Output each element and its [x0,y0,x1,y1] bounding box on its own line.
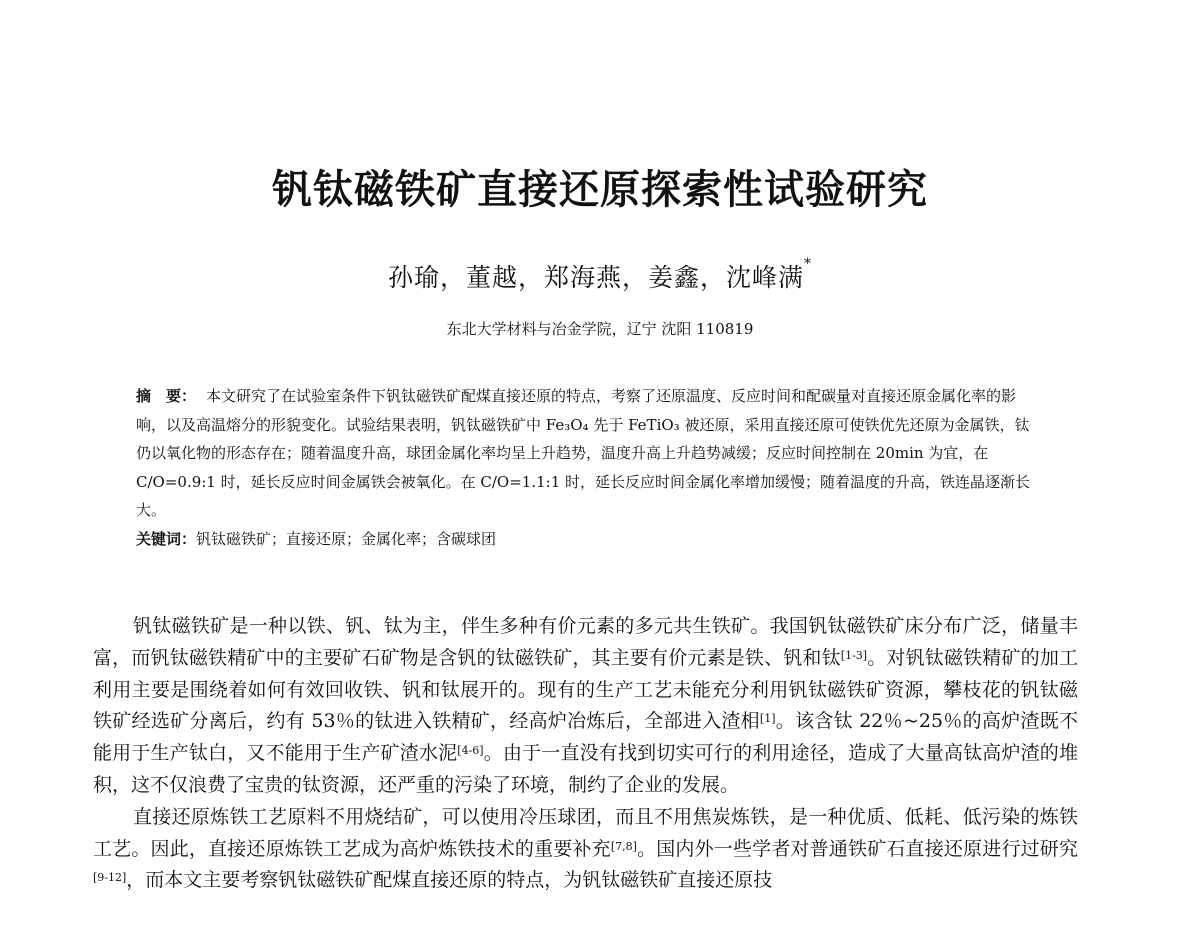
body-text-segment: 。对钒钛磁铁精矿的加工利用主要是围绕着如何有效回收铁、钒和钛展开的。现有的生产工艺未能充分利用钒钛磁铁矿资源，攀枝花的钒钛磁铁矿经选矿分离后，约有 53％的钛进入铁精矿，经高炉冶炼后，全部进入渣相 [93,646,1078,733]
body-text-segment: 。该含钛 22％~25％的高炉渣既不能用于生产钛白，又不能用于生产矿渣水泥 [93,710,1078,765]
citation: [1-3] [840,648,868,662]
authors-names: 孙瑜，董越，郑海燕，姜鑫，沈峰满 [387,263,804,292]
body-text-segment: 钒钛磁铁矿是一种以铁、钒、钛为主，伴生多种有价元素的多元共生铁矿。我国钒钛磁铁矿床分布广泛，储量丰富，而钒钛磁铁精矿中的主要矿石矿物是含钒的钛磁铁矿，其主要有价元素是铁、钒和钛 [93,615,1078,669]
body-paragraph-2 [93,802,1078,897]
body-text [93,611,1078,897]
abstract-label: 摘 要： [136,387,197,405]
affiliation: 东北大学材料与冶金学院，辽宁 沈阳 110819 [446,320,754,338]
citation: [4-6] [457,744,484,758]
citation: [7,8] [610,839,637,853]
abstract-text: 本文研究了在试验室条件下钒钛磁铁矿配煤直接还原的特点，考察了还原温度、反应时间和配碳量对直接还原金属化率的影响，以及高温熔分的形貌变化。试验结果表明，钒钛磁铁矿中 Fe₃O₄ 先于 FeTiO₃ 被还原，采用直接还原可使铁优先还原为金属铁，钛仍以氧化物的形态存在；随着温度升高，球团金属化率均呈上升趋势，温度升高上升趋势减缓；反应时间控制在 20min 为宜，在 C/O=0.9:1 时，延长反应时间金属铁会被氧化。在 C/O=1.1:1 时，延长反应时间金属化率增加缓慢；随着温度的升高，铁连晶逐渐长大。 [136,387,1031,519]
keywords-label: 关键词： [136,529,197,548]
body-paragraph-1 [93,611,1078,802]
body-text-segment: 。国内外一些学者对普通铁矿石直接还原进行过研究 [636,837,1078,860]
citation: [1] [759,712,776,726]
body-text-segment: ，而本文主要考察钒钛磁铁矿配煤直接还原的特点，为钒钛磁铁矿直接还原技 [126,869,773,892]
keywords-line [136,525,1038,554]
body-text-segment: 。由于一直没有找到切实可行的利用途径，造成了大量高钛高炉渣的堆积，这不仅浪费了宝贵的钛资源，还严重的污染了环境，制约了企业的发展。 [93,742,1078,796]
abstract-block [136,382,1038,553]
abstract-paragraph [136,382,1038,525]
keywords-text: 钒钛磁铁矿；直接还原；金属化率；含碳球团 [196,529,497,548]
body-text-segment: 直接还原炼铁工艺原料不用烧结矿，可以使用冷压球团，而且不用焦炭炼铁，是一种优质、低耗、低污染的炼铁工艺。因此，直接还原炼铁工艺成为高炉炼铁技术的重要补充 [93,805,1078,860]
author-list [0,258,1200,294]
paper-title: 钒钛磁铁矿直接还原探索性试验研究 [272,167,928,213]
citation: [9-12] [93,871,127,885]
corresponding-author-mark: * [804,256,812,272]
